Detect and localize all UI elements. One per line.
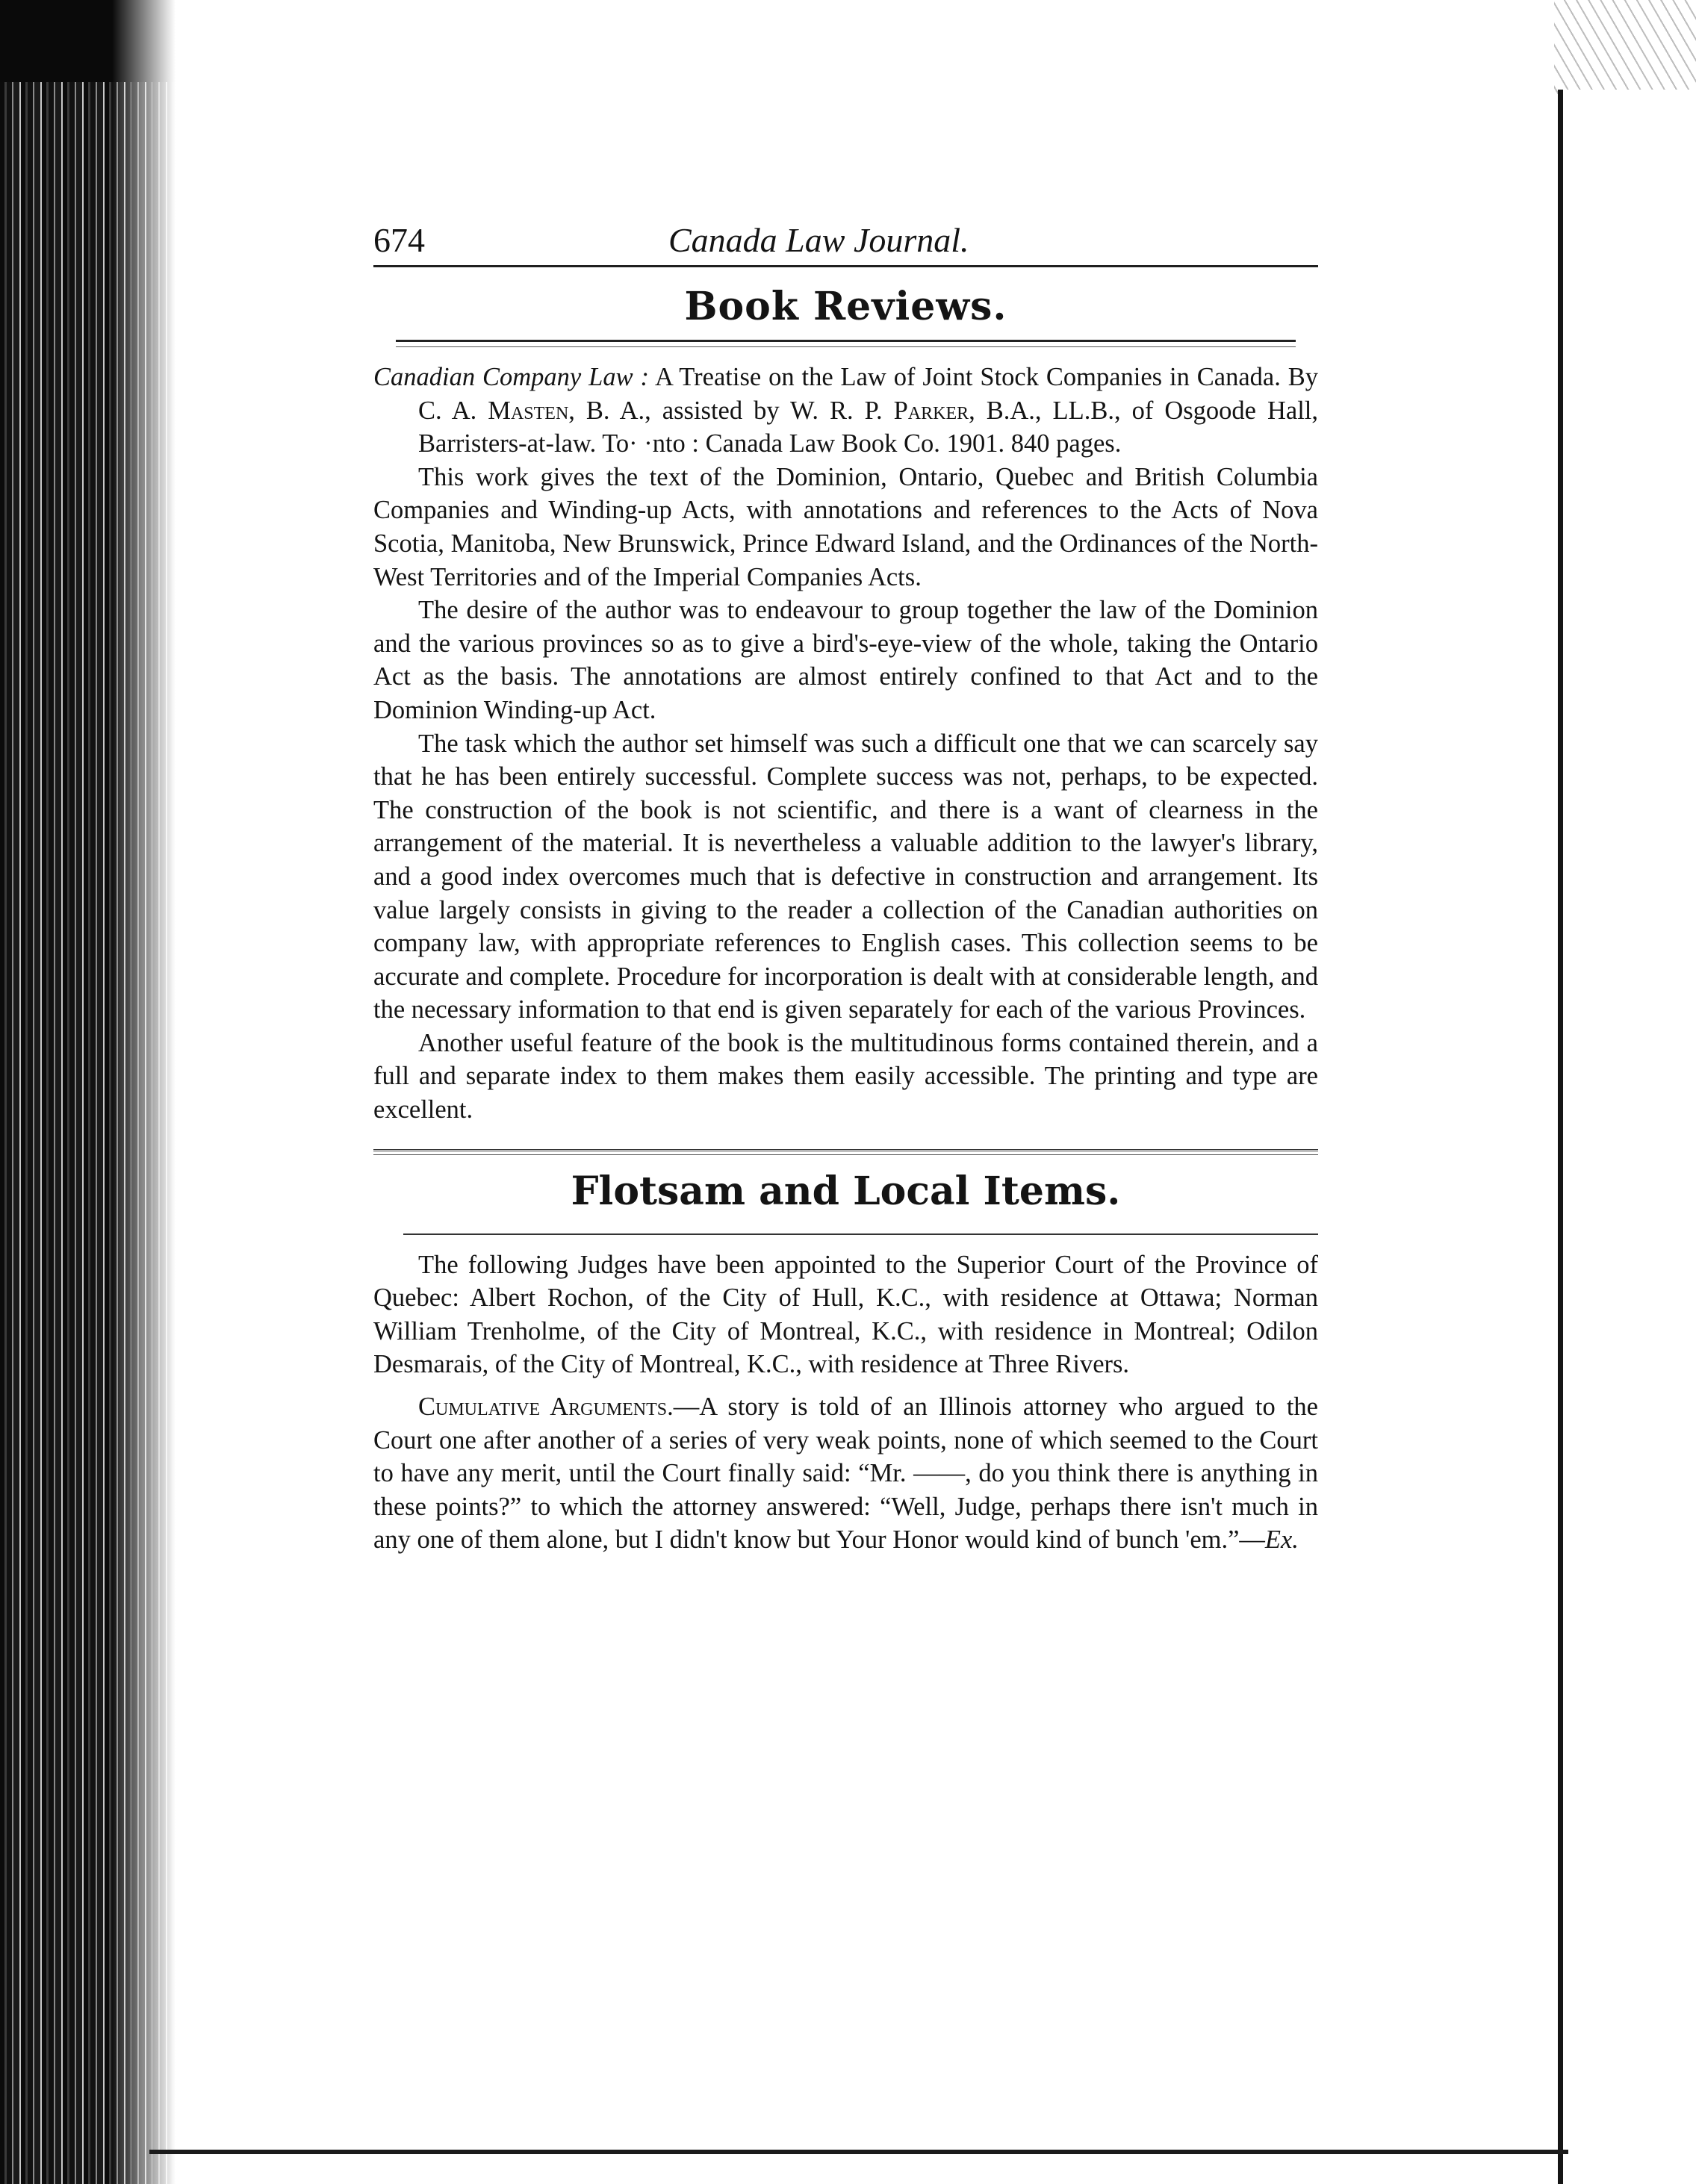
cumulative-arguments-body: —A story is told of an Illinois attorney who argued to the Court one after another of a series of very weak points, none of which seemed to the Court to have any merit, until the Court finally said: “Mr. ——, do you think there is anything in these points?” to which the attorney answered: “Well, Judge, perhaps there isn't much in any one of them alone, but I didn't know but Your Honor would kind of bunch 'em.”— [373,1393,1318,1555]
header-rule [373,265,1318,267]
journal-page [373,213,1318,1557]
citation-text-1: A Treatise on the Law of Joint Stock Companies in Canada. By C. A. [418,363,1318,425]
scan-edge-right-top [1554,0,1696,97]
flotsam-heading: Flotsam and Local Items. [571,1168,1121,1214]
review-paragraph: This work gives the text of the Dominion, Ontario, Quebec and British Columbia Companies and Winding-up Acts, with annotations and references to the Acts of Nova Scotia, Manitoba, New Brunswick, Prince Edward Island, and the Ordinances of the North-West Territories and of the Imperial Companies Acts. [373,462,1318,591]
scan-edge-right [1558,90,1696,2184]
section-break-rule [373,1149,1318,1155]
author-masten: Masten [488,396,569,425]
journal-title: Canada Law Journal. [668,221,969,259]
scan-edge-bottom [149,2150,1568,2154]
book-reviews-rule-thin [396,346,1296,347]
review-paragraph: The task which the author set himself was such a difficult one that we can scarcely say that he has been entirely successful. Complete success was not, perhaps, to be expected. The construction of the book is not scientific, and there is a want of clearness in the arrangement of the material. It is nevertheless a valuable addition to the lawyer's library, and a good index overcomes much that is defective in construction and arrangement. Its value largely consists in giving to the reader a collection of the Canadian authorities on company law, with appropriate references to English cases. This collection seems to be accurate and complete. Procedure for incorporation is dealt with at considerable length, and the necessary information to that end is given separately for each of the various Provinces. [373,729,1318,1024]
book-reviews-heading: Book Reviews. [684,284,1007,329]
author-parker: Parker [893,396,969,425]
paragraph-gap [373,1381,1318,1390]
citation-text-3: , B.A., LL.B., of Osgoode Hall, Barristers-at-law. To· ·nto : Canada Law Book Co. 1901. 840 pages. [418,396,1318,458]
flotsam-rule [403,1233,1318,1235]
cumulative-arguments-lead: Cumulative Arguments. [418,1393,674,1422]
cumulative-arguments-paragraph [373,1390,1318,1557]
page-number: 674 [373,221,425,259]
book-reviews-rule [396,340,1296,342]
book-citation [373,361,1318,461]
citation-text-2: , B. A., assisted by W. R. P. [568,396,894,425]
review-paragraph: Another useful feature of the book is the multitudinous forms contained therein, and a full and separate index to them makes them easily accessible. The printing and type are excellent. [373,1028,1318,1124]
review-paragraph: The desire of the author was to endeavour to group together the law of the Dominion and the various provinces so as to give a bird's-eye-view of the whole, taking the Ontario Act as the basis. The annotations are almost entirely confined to that Act and to the Dominion Winding-up Act. [373,596,1318,724]
book-title: Canadian Company Law : [373,363,649,391]
judges-paragraph: The following Judges have been appointed to the Superior Court of the Province of Quebec: Albert Rochon, of the City of Hull, K.C., with residence at Ottawa; Norman William Trenholme, of the City of Montreal, K.C., with residence in Montreal; Odilon Desmarais, of the City of Montreal, K.C., with residence at Three Rivers. [373,1250,1318,1379]
cumulative-arguments-source: Ex. [1264,1525,1299,1555]
scan-edge-left-fade [112,0,175,2184]
running-head [373,213,1318,265]
